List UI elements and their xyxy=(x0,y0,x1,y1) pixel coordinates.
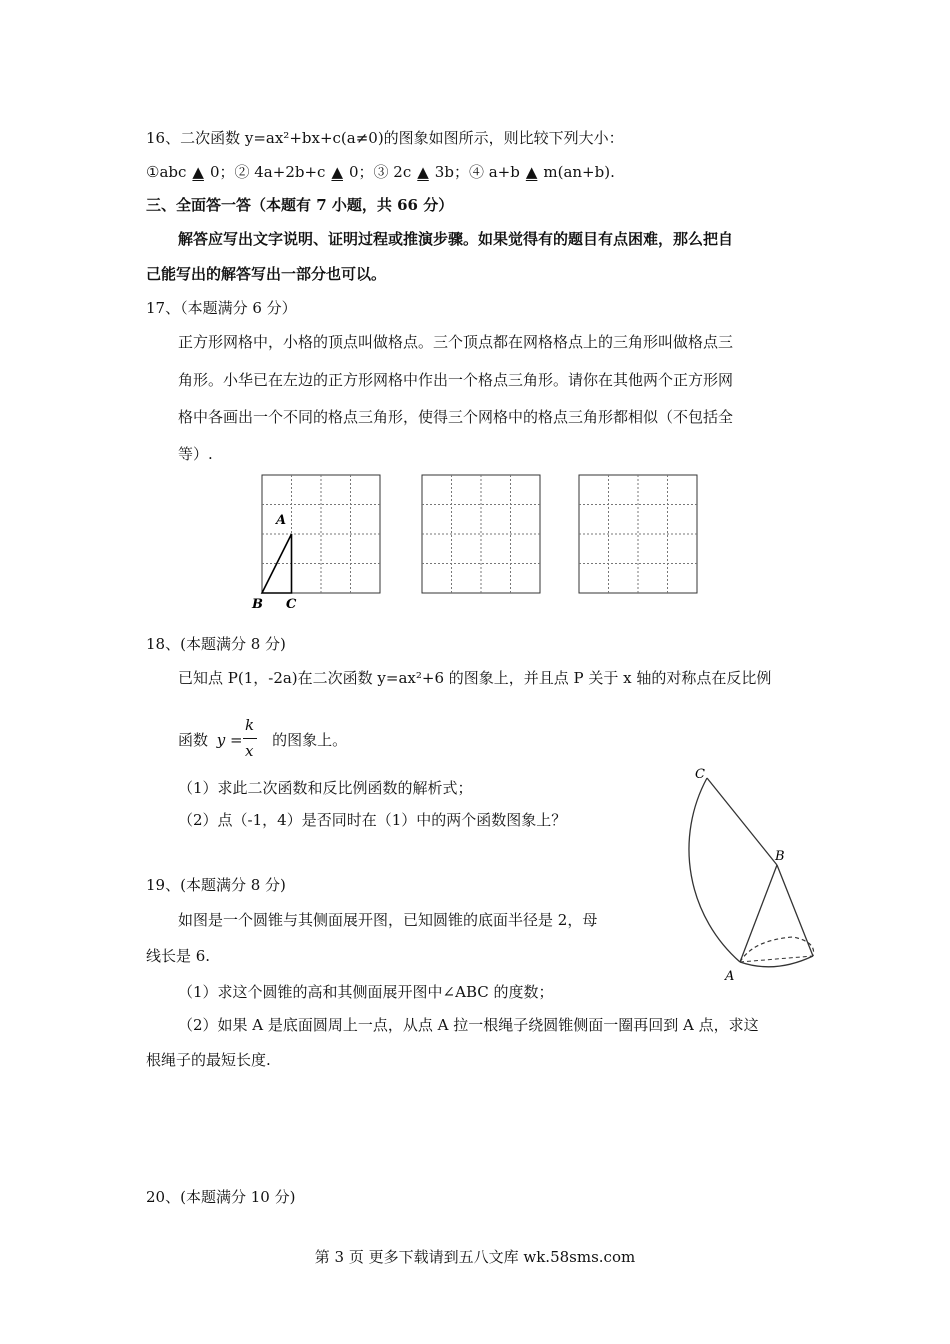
q16-line1: 16、二次函数 y=ax²+bx+c(a≠0)的图象如图所示，则比较下列大小： xyxy=(146,129,624,147)
cone-diagram xyxy=(655,760,830,990)
q16-blank-4[interactable]: ▲ xyxy=(525,163,538,181)
cone-base-back xyxy=(740,937,814,962)
q19-line1: 如图是一个圆锥与其侧面展开图，已知圆锥的底面半径是 2，母 xyxy=(178,911,598,929)
q19-part1: （1）求这个圆锥的高和其侧面展开图中∠ABC 的度数； xyxy=(178,983,554,1001)
q16-part-c: 0；③ 2c xyxy=(348,163,412,181)
q20-header: 20、(本题满分 10 分) xyxy=(146,1188,296,1206)
q18-line2 xyxy=(178,730,347,750)
q16-blank-2[interactable]: ▲ xyxy=(331,163,343,181)
q19-line2: 线长是 6. xyxy=(146,947,211,965)
q18-line1: 已知点 P(1，-2a)在二次函数 y=ax²+6 的图象上，并且点 P 关于 x 轴的对称点在反比例 xyxy=(178,669,772,687)
grid-2[interactable] xyxy=(410,470,550,600)
q17-line4: 等）. xyxy=(178,445,213,463)
cone-label-a: A xyxy=(725,969,735,984)
section3-instruction-1: 解答应写出文字说明、证明过程或推演步骤。如果觉得有的题目有点困难，那么把自 xyxy=(178,230,734,248)
section3-instruction-2: 己能写出的解答写出一部分也可以。 xyxy=(146,265,387,283)
sector-arc xyxy=(689,778,740,962)
sector-radius-ab xyxy=(740,865,777,962)
q18-part1: （1）求此二次函数和反比例函数的解析式； xyxy=(178,779,473,797)
q16-blank-3[interactable]: ▲ xyxy=(417,163,429,181)
q19-part3: 根绳子的最短长度. xyxy=(146,1051,271,1069)
grid-1 xyxy=(250,470,390,615)
q16-line2 xyxy=(146,162,615,182)
q18-y-eq: y = xyxy=(216,731,243,749)
label-b: B xyxy=(252,597,263,612)
q16-blank-1[interactable]: ▲ xyxy=(192,163,204,181)
grid-3[interactable] xyxy=(567,470,707,600)
fraction-numerator: k xyxy=(245,716,255,734)
q16-part-d: 3b；④ a+b xyxy=(434,163,520,181)
cone-label-b: B xyxy=(775,849,785,864)
page-footer: 第 3 页 更多下载请到五八文库 wk.58sms.com xyxy=(314,1248,636,1266)
section3-title: 三、全面答一答（本题有 7 小题，共 66 分） xyxy=(146,196,454,214)
q17-line2: 角形。小华已在左边的正方形网格中作出一个格点三角形。请你在其他两个正方形网 xyxy=(178,371,734,389)
q16-part-a: ①abc xyxy=(146,163,187,181)
q16-part-b: 0；② 4a+2b+c xyxy=(209,163,326,181)
q18-header: 18、(本题满分 8 分) xyxy=(146,635,286,653)
label-c: C xyxy=(286,597,297,612)
fraction-bar xyxy=(243,738,257,739)
sector-radius-cb xyxy=(707,778,777,865)
cone-label-c: C xyxy=(695,767,705,782)
cone-side xyxy=(777,865,813,956)
q18-line2-suffix: 的图象上。 xyxy=(272,731,348,749)
q16-part-e: m(an+b). xyxy=(543,163,615,181)
q17-header: 17、（本题满分 6 分） xyxy=(146,299,297,317)
q19-header: 19、(本题满分 8 分) xyxy=(146,876,286,894)
fraction-denominator: x xyxy=(245,742,254,760)
q17-line1: 正方形网格中，小格的顶点叫做格点。三个顶点都在网格格点上的三角形叫做格点三 xyxy=(178,333,734,351)
q18-line2-prefix: 函数 xyxy=(178,731,209,749)
q17-line3: 格中各画出一个不同的格点三角形，使得三个网格中的格点三角形都相似（不包括全 xyxy=(178,408,734,426)
q18-part2: （2）点（-1，4）是否同时在（1）中的两个函数图象上？ xyxy=(178,811,567,829)
label-a: A xyxy=(276,513,287,528)
q19-part2: （2）如果 A 是底面圆周上一点，从点 A 拉一根绳子绕圆锥侧面一圈再回到 A 点，求这 xyxy=(178,1016,759,1034)
